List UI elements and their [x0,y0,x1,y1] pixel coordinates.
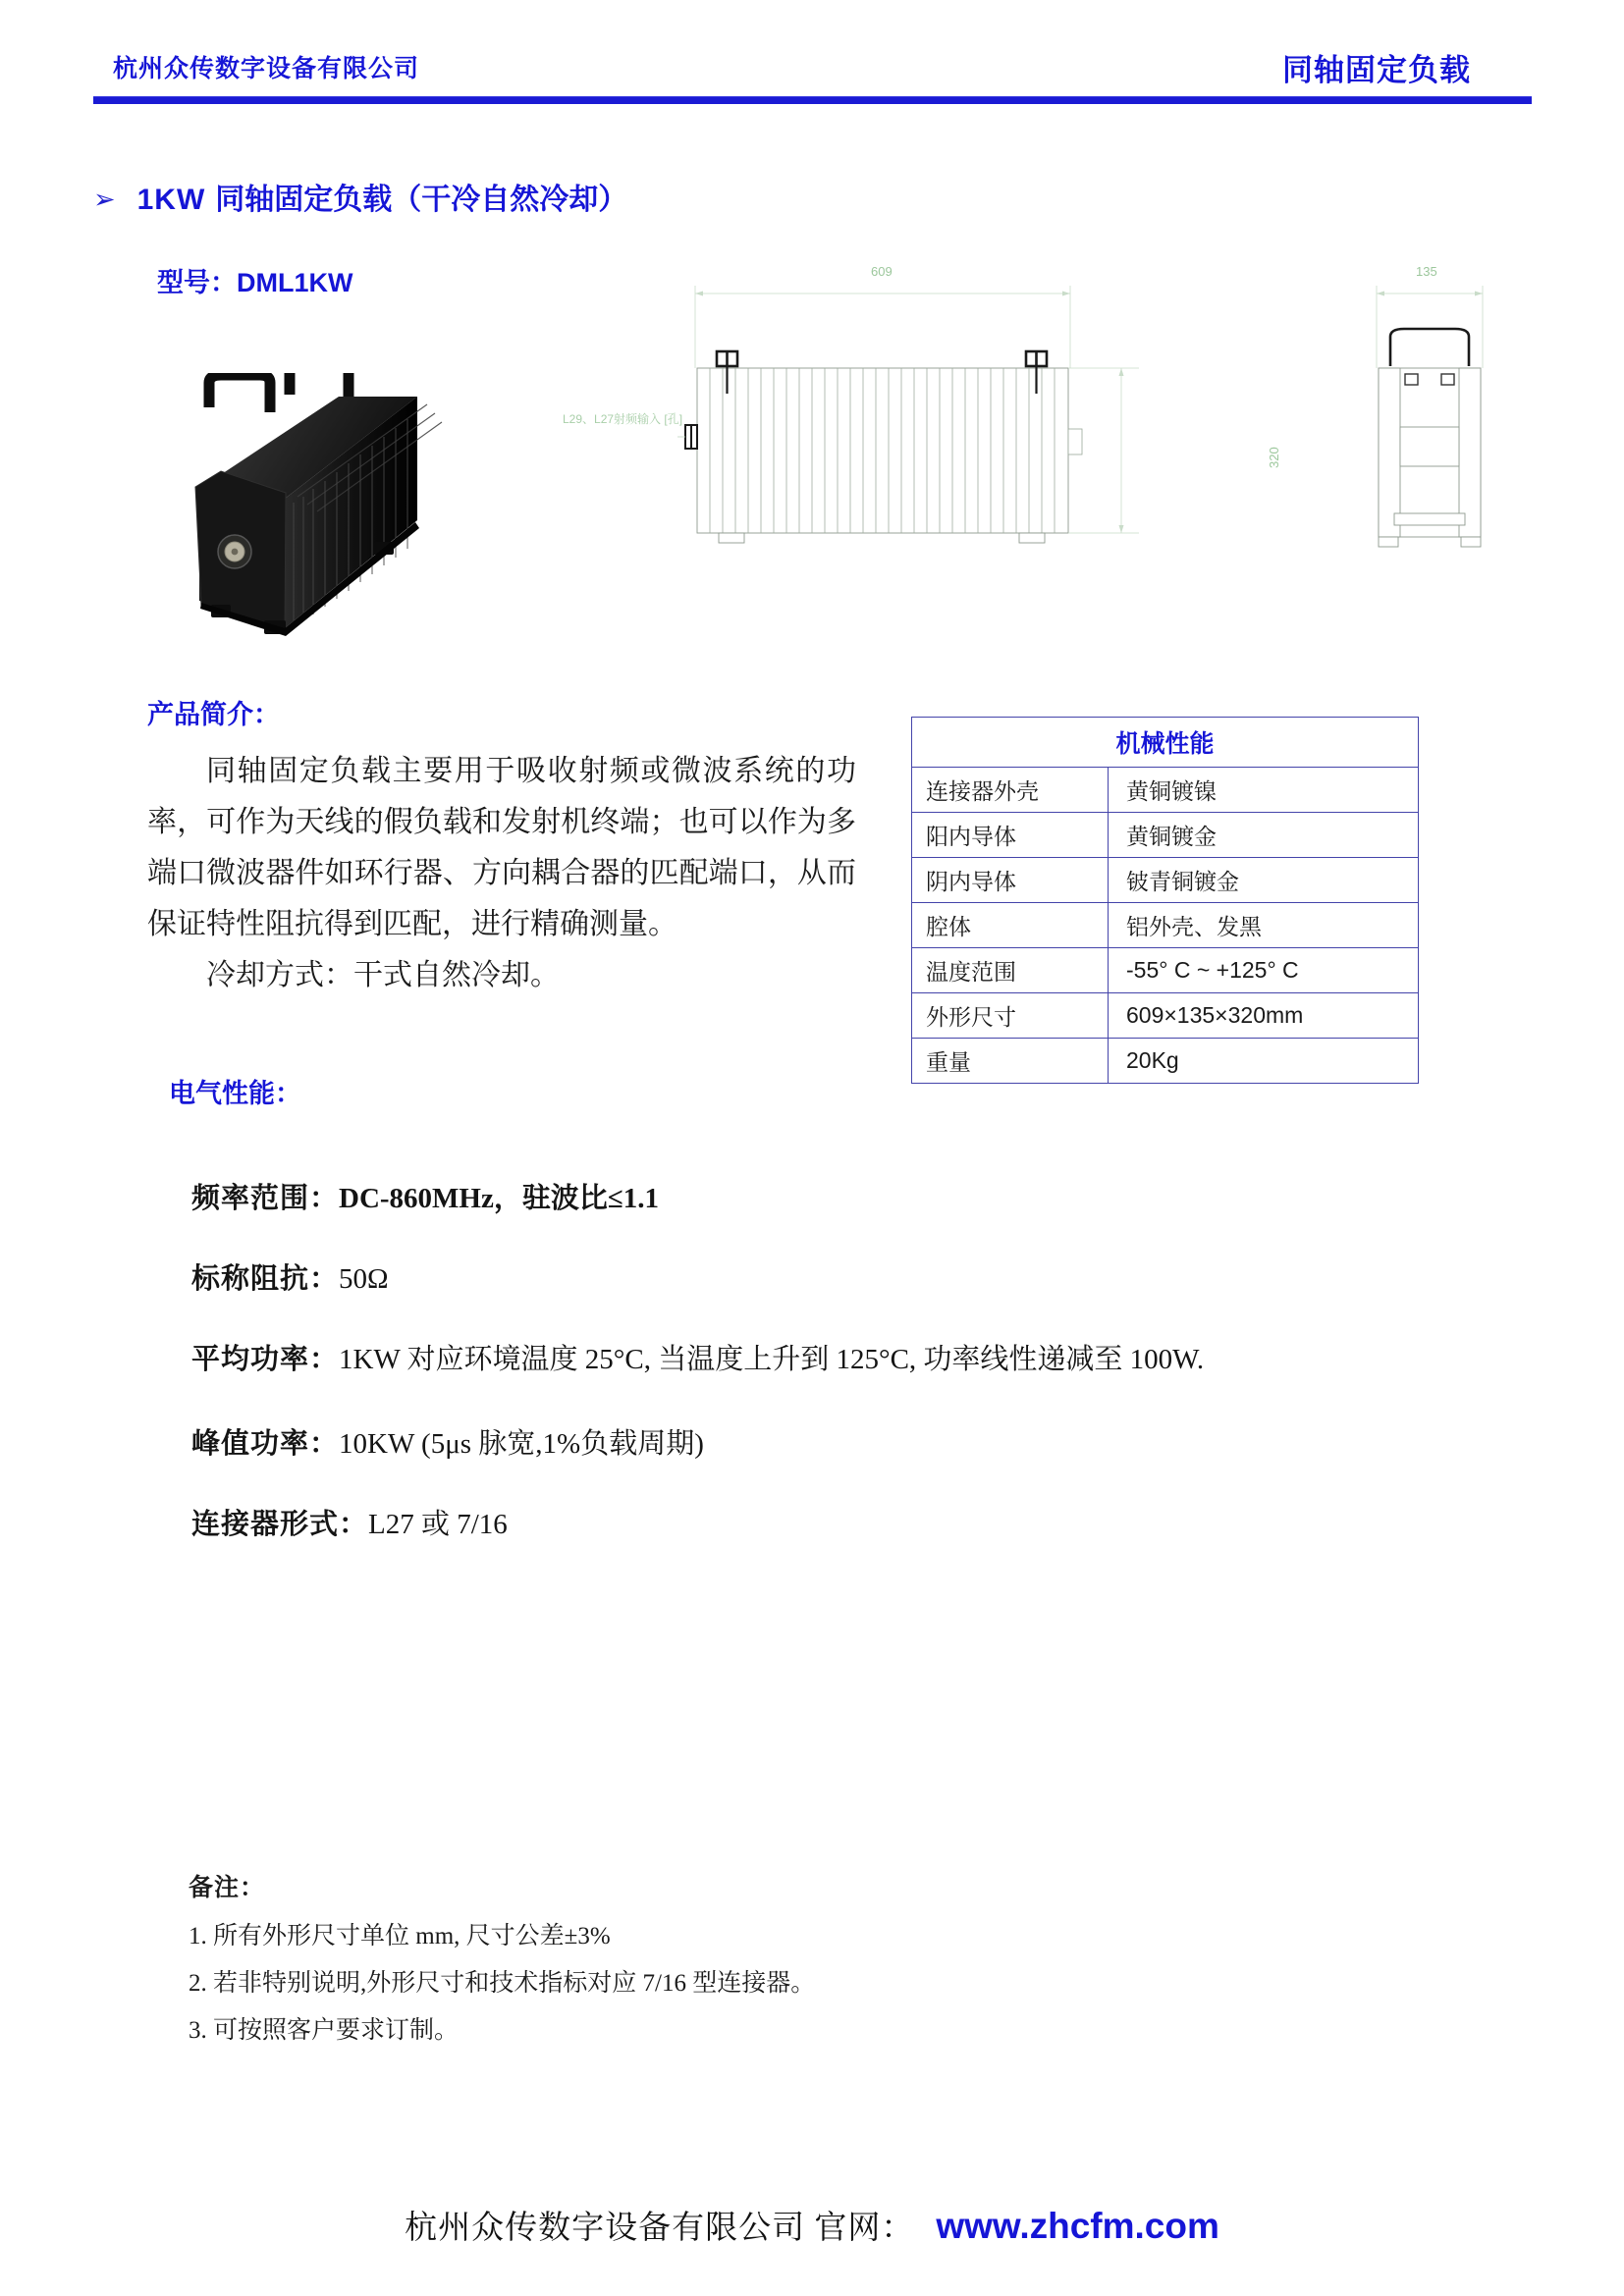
row-value: 609×135×320mm [1109,993,1419,1039]
product-name-label: 同轴固定负载（干冷自然冷却） [215,184,628,216]
table-row [912,1039,1419,1084]
header-company-name: 杭州众传数字设备有限公司 [113,55,420,82]
spec-frequency-range [191,1176,659,1216]
table-row [912,903,1419,948]
spec-label: 连接器形式： [191,1509,369,1540]
row-value: 铍青铜镀金 [1109,858,1419,903]
row-key: 腔体 [912,903,1109,948]
table-row [912,813,1419,858]
row-key: 阳内导体 [912,813,1109,858]
table-row [912,948,1419,993]
intro-paragraph-1: 同轴固定负载主要用于吸收射频或微波系统的功率，可作为天线的假负载和发射机终端；也可以作为多端口微波器件如环行器、方向耦合器的匹配端口，从而保证特性阻抗得到匹配，进行精确测量。 [147,755,856,940]
spec-value: 1KW 对应环境温度 25°C, 当温度上升到 125°C, 功率线性递减至 100W. [339,1344,1205,1375]
row-key: 连接器外壳 [912,768,1109,813]
footer-company-label: 杭州众传数字设备有限公司 官网： [405,2211,915,2246]
spec-value: 50Ω [339,1263,389,1295]
row-value: 黄铜镀金 [1109,813,1419,858]
row-key: 重量 [912,1039,1109,1084]
row-value: 铝外壳、发黑 [1109,903,1419,948]
product-title [93,175,1272,218]
spec-label: 峰值功率： [191,1428,340,1460]
page-footer [0,2202,1624,2248]
note-item: 1. 所有外形尺寸单位 mm, 尺寸公差±3% [189,1923,611,1949]
spec-average-power [191,1337,1204,1377]
spec-value: DC-860MHz，驻波比≤1.1 [339,1183,660,1214]
row-value: 20Kg [1109,1039,1419,1084]
table-row [912,858,1419,903]
header-document-title: 同轴固定负载 [1282,53,1471,87]
table-header-row [912,718,1419,768]
spec-value: 10KW (5μs 脉宽,1%负载周期) [339,1428,704,1460]
connector-annotation-label: L29、L27射频输入 [孔] [563,412,683,426]
table-row [912,768,1419,813]
note-item: 2. 若非特别说明,外形尺寸和技术指标对应 7/16 型连接器。 [189,1970,816,1997]
table-row [912,993,1419,1039]
product-power-rating: 1KW [136,184,206,216]
spec-label: 标称阻抗： [191,1263,340,1295]
row-key: 温度范围 [912,948,1109,993]
spec-label: 平均功率： [191,1344,340,1375]
notes-section [189,1868,1269,2055]
model-label: 型号： [157,268,237,297]
row-value: -55° C ~ +125° C [1109,948,1419,993]
spec-value: L27 或 7/16 [368,1509,508,1540]
mechanical-properties-table [911,717,1419,1084]
section-heading-electrical: 电气性能： [169,1079,301,1108]
header-divider-rule [93,96,1532,104]
product-photo [191,373,545,653]
technical-drawing [563,250,1542,663]
note-item: 3. 可按照客户要求订制。 [189,2017,460,2044]
intro-paragraphs [147,746,856,1001]
row-key: 外形尺寸 [912,993,1109,1039]
spec-connector-type [191,1502,508,1542]
model-number [157,261,352,299]
dimension-width-label: 135 [1416,264,1437,279]
row-value: 黄铜镀镍 [1109,768,1419,813]
dimension-length-label: 609 [871,264,893,279]
arrow-bullet-icon: ➢ [93,185,116,214]
notes-title: 备注： [189,1875,266,1901]
product-title-text [137,175,628,218]
section-heading-intro: 产品简介： [147,700,280,729]
intro-paragraph-2: 冷却方式：干式自然冷却。 [206,959,560,991]
spec-peak-power [191,1421,704,1462]
table-title: 机械性能 [912,718,1419,768]
dimension-height-label: 320 [1267,447,1281,468]
spec-label: 频率范围： [191,1183,340,1214]
page-header [93,49,1532,110]
model-value: DML1KW [237,268,353,297]
row-key: 阴内导体 [912,858,1109,903]
spec-nominal-impedance [191,1256,389,1297]
footer-website-url[interactable]: www.zhcfm.com [936,2206,1219,2246]
